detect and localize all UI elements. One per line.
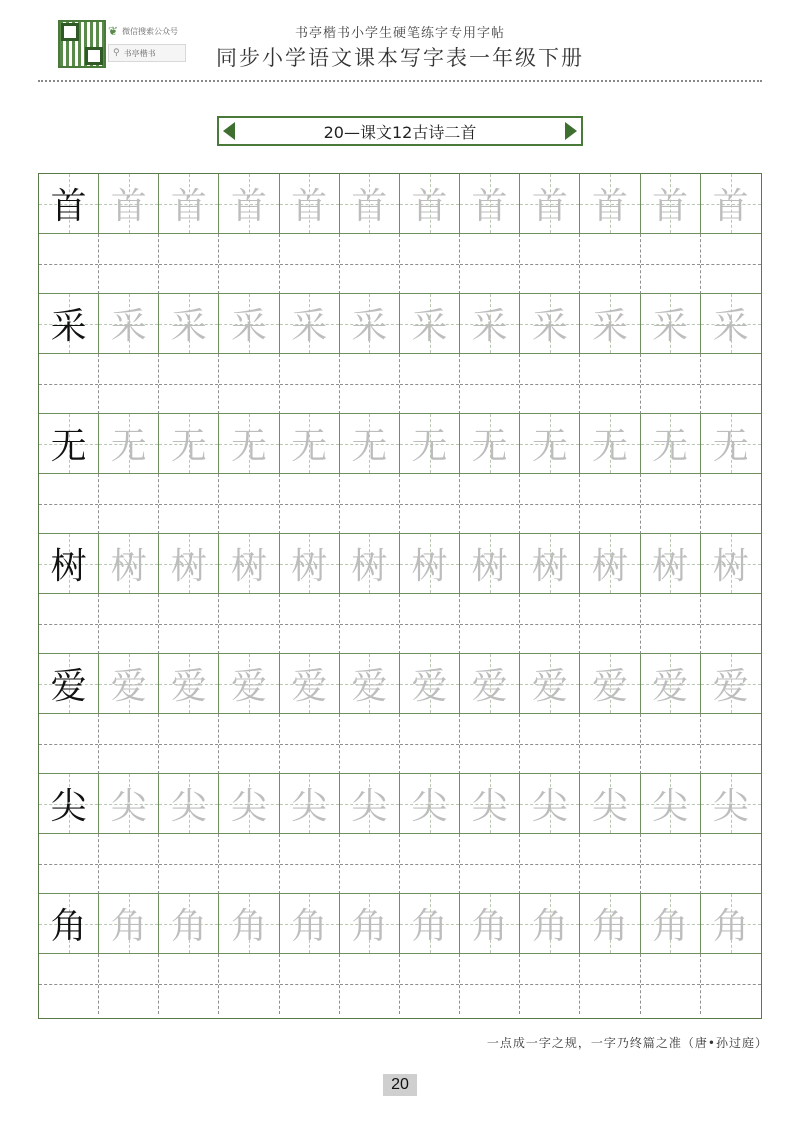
trace-character: 首 <box>471 186 508 227</box>
blank-practice-cell[interactable] <box>99 834 159 894</box>
trace-character-cell <box>460 294 520 354</box>
blank-practice-cell[interactable] <box>159 594 219 654</box>
blank-practice-cell[interactable] <box>39 234 99 294</box>
trace-character-cell <box>701 174 761 234</box>
blank-practice-cell[interactable] <box>99 354 159 414</box>
trace-character-cell <box>520 774 580 834</box>
trace-character-cell <box>340 174 400 234</box>
trace-character: 采 <box>411 306 448 347</box>
trace-character: 树 <box>411 546 448 587</box>
trace-character: 角 <box>351 906 388 947</box>
trace-character: 尖 <box>170 786 207 827</box>
trace-character: 角 <box>652 906 689 947</box>
trace-character: 爱 <box>170 666 207 707</box>
trace-character-cell <box>580 654 640 714</box>
trace-character-cell <box>159 534 219 594</box>
blank-practice-cell[interactable] <box>580 594 640 654</box>
trace-character: 树 <box>231 546 268 587</box>
trace-character-cell <box>99 174 159 234</box>
blank-practice-cell[interactable] <box>520 954 580 1014</box>
lesson-title: 20—课文12古诗二首 <box>323 122 477 142</box>
character-cells <box>39 654 761 714</box>
blank-practice-cell[interactable] <box>580 834 640 894</box>
blank-practice-cell[interactable] <box>580 714 640 774</box>
blank-practice-cell[interactable] <box>280 234 340 294</box>
practice-cells <box>39 594 761 654</box>
trace-character: 树 <box>291 546 328 587</box>
trace-character: 角 <box>170 906 207 947</box>
trace-character: 树 <box>351 546 388 587</box>
trace-character-cell <box>400 414 460 474</box>
trace-character: 树 <box>110 546 147 587</box>
trace-character-cell <box>159 174 219 234</box>
trace-character-cell <box>159 294 219 354</box>
blank-practice-cell[interactable] <box>701 594 761 654</box>
trace-character-cell <box>520 294 580 354</box>
trace-character-cell <box>701 534 761 594</box>
character-row <box>39 774 761 894</box>
blank-practice-cell[interactable] <box>520 474 580 534</box>
blank-practice-cell[interactable] <box>340 354 400 414</box>
blank-practice-cell[interactable] <box>520 354 580 414</box>
trace-character-cell <box>280 774 340 834</box>
search-icon: ⚲ <box>113 48 120 58</box>
trace-character: 无 <box>531 426 568 467</box>
trace-character-cell <box>99 774 159 834</box>
trace-character-cell <box>641 174 701 234</box>
trace-character-cell <box>520 174 580 234</box>
blank-practice-cell[interactable] <box>460 954 520 1014</box>
trace-character-cell <box>701 414 761 474</box>
trace-character: 无 <box>411 426 448 467</box>
blank-practice-cell[interactable] <box>641 234 701 294</box>
blank-practice-cell[interactable] <box>460 474 520 534</box>
trace-character: 首 <box>170 186 207 227</box>
trace-character-cell <box>280 174 340 234</box>
trace-character: 无 <box>351 426 388 467</box>
trace-character-cell <box>159 894 219 954</box>
character-cells <box>39 774 761 834</box>
practice-cells <box>39 954 761 1014</box>
trace-character-cell <box>400 894 460 954</box>
blank-practice-cell[interactable] <box>400 594 460 654</box>
trace-character-cell <box>280 534 340 594</box>
trace-character: 采 <box>652 306 689 347</box>
trace-character: 无 <box>652 426 689 467</box>
trace-character-cell <box>280 894 340 954</box>
trace-character-cell <box>400 294 460 354</box>
trace-character-cell <box>340 774 400 834</box>
blank-practice-cell[interactable] <box>701 234 761 294</box>
blank-practice-cell[interactable] <box>219 474 279 534</box>
blank-practice-cell[interactable] <box>159 474 219 534</box>
trace-character-cell <box>460 894 520 954</box>
trace-character: 树 <box>531 546 568 587</box>
trace-character-cell <box>219 654 279 714</box>
blank-practice-cell[interactable] <box>219 354 279 414</box>
trace-character: 尖 <box>231 786 268 827</box>
trace-character: 尖 <box>591 786 628 827</box>
model-character: 爱 <box>50 666 87 707</box>
trace-character: 爱 <box>351 666 388 707</box>
trace-character: 首 <box>351 186 388 227</box>
trace-character-cell <box>340 294 400 354</box>
trace-character: 角 <box>591 906 628 947</box>
trace-character-cell <box>701 774 761 834</box>
model-character-cell <box>39 894 99 954</box>
character-row <box>39 654 761 774</box>
trace-character-cell <box>159 414 219 474</box>
character-row <box>39 174 761 294</box>
blank-practice-cell[interactable] <box>701 354 761 414</box>
page-title: 同步小学语文课本写字表一年级下册 <box>216 46 584 70</box>
trace-character-cell <box>701 654 761 714</box>
trace-character: 角 <box>471 906 508 947</box>
blank-practice-cell[interactable] <box>159 234 219 294</box>
blank-practice-cell[interactable] <box>39 954 99 1014</box>
blank-practice-cell[interactable] <box>460 354 520 414</box>
blank-practice-cell[interactable] <box>460 714 520 774</box>
blank-practice-cell[interactable] <box>400 354 460 414</box>
trace-character: 角 <box>231 906 268 947</box>
trace-character-cell <box>159 774 219 834</box>
model-character-cell <box>39 774 99 834</box>
blank-practice-cell[interactable] <box>580 354 640 414</box>
blank-practice-cell[interactable] <box>400 954 460 1014</box>
trace-character-cell <box>99 654 159 714</box>
blank-practice-cell[interactable] <box>400 834 460 894</box>
model-character: 树 <box>50 546 87 587</box>
blank-practice-cell[interactable] <box>280 834 340 894</box>
blank-practice-cell[interactable] <box>159 354 219 414</box>
trace-character: 爱 <box>471 666 508 707</box>
blank-practice-cell[interactable] <box>99 234 159 294</box>
trace-character-cell <box>99 894 159 954</box>
trace-character-cell <box>219 534 279 594</box>
blank-practice-cell[interactable] <box>641 954 701 1014</box>
trace-character-cell <box>460 774 520 834</box>
trace-character-cell <box>641 414 701 474</box>
blank-practice-cell[interactable] <box>520 234 580 294</box>
trace-character-cell <box>280 414 340 474</box>
blank-practice-cell[interactable] <box>641 354 701 414</box>
character-cells <box>39 894 761 954</box>
trace-character: 首 <box>110 186 147 227</box>
header-divider <box>38 80 762 82</box>
blank-practice-cell[interactable] <box>280 594 340 654</box>
trace-character: 采 <box>351 306 388 347</box>
blank-practice-cell[interactable] <box>400 474 460 534</box>
trace-character-cell <box>641 774 701 834</box>
blank-practice-cell[interactable] <box>219 714 279 774</box>
trace-character: 角 <box>291 906 328 947</box>
trace-character: 采 <box>712 306 749 347</box>
practice-cells <box>39 354 761 414</box>
trace-character-cell <box>701 294 761 354</box>
model-character: 角 <box>50 906 87 947</box>
trace-character: 角 <box>110 906 147 947</box>
trace-character-cell <box>219 174 279 234</box>
character-cells <box>39 414 761 474</box>
blank-practice-cell[interactable] <box>219 834 279 894</box>
trace-character: 角 <box>712 906 749 947</box>
trace-character: 采 <box>231 306 268 347</box>
blank-practice-cell[interactable] <box>701 714 761 774</box>
trace-character: 尖 <box>712 786 749 827</box>
blank-practice-cell[interactable] <box>701 474 761 534</box>
trace-character: 无 <box>591 426 628 467</box>
trace-character-cell <box>701 894 761 954</box>
trace-character: 首 <box>712 186 749 227</box>
blank-practice-cell[interactable] <box>340 234 400 294</box>
trace-character-cell <box>99 534 159 594</box>
trace-character-cell <box>580 534 640 594</box>
trace-character: 采 <box>471 306 508 347</box>
model-character: 尖 <box>50 786 87 827</box>
page-subtitle: 书亭楷书小学生硬笔练字专用字帖 <box>294 26 505 41</box>
trace-character-cell <box>219 414 279 474</box>
blank-practice-cell[interactable] <box>701 954 761 1014</box>
trace-character: 尖 <box>291 786 328 827</box>
trace-character: 尖 <box>411 786 448 827</box>
blank-practice-cell[interactable] <box>99 474 159 534</box>
trace-character-cell <box>580 174 640 234</box>
blank-practice-cell[interactable] <box>520 714 580 774</box>
trace-character: 首 <box>231 186 268 227</box>
trace-character: 爱 <box>231 666 268 707</box>
trace-character-cell <box>460 174 520 234</box>
trace-character: 角 <box>531 906 568 947</box>
trace-character-cell <box>641 294 701 354</box>
character-row <box>39 294 761 414</box>
lesson-banner <box>217 116 583 146</box>
trace-character: 采 <box>170 306 207 347</box>
trace-character-cell <box>219 774 279 834</box>
trace-character-cell <box>520 654 580 714</box>
trace-character-cell <box>280 654 340 714</box>
blank-practice-cell[interactable] <box>219 234 279 294</box>
trace-character: 尖 <box>531 786 568 827</box>
trace-character: 首 <box>411 186 448 227</box>
trace-character: 树 <box>471 546 508 587</box>
trace-character-cell <box>460 534 520 594</box>
blank-practice-cell[interactable] <box>99 954 159 1014</box>
trace-character: 首 <box>291 186 328 227</box>
blank-practice-cell[interactable] <box>641 594 701 654</box>
character-row <box>39 894 761 1014</box>
blank-practice-cell[interactable] <box>219 594 279 654</box>
model-character-cell <box>39 174 99 234</box>
trace-character: 尖 <box>110 786 147 827</box>
blank-practice-cell[interactable] <box>340 474 400 534</box>
practice-grid <box>38 173 762 1019</box>
character-row <box>39 414 761 534</box>
trace-character-cell <box>641 534 701 594</box>
trace-character-cell <box>580 414 640 474</box>
trace-character-cell <box>580 894 640 954</box>
trace-character: 无 <box>110 426 147 467</box>
trace-character-cell <box>580 774 640 834</box>
blank-practice-cell[interactable] <box>99 714 159 774</box>
blank-practice-cell[interactable] <box>580 234 640 294</box>
trace-character-cell <box>400 654 460 714</box>
trace-character-cell <box>400 774 460 834</box>
blank-practice-cell[interactable] <box>219 954 279 1014</box>
trace-character: 爱 <box>712 666 749 707</box>
trace-character-cell <box>340 414 400 474</box>
trace-character-cell <box>340 654 400 714</box>
trace-character: 无 <box>291 426 328 467</box>
blank-practice-cell[interactable] <box>159 714 219 774</box>
blank-practice-cell[interactable] <box>340 594 400 654</box>
wechat-label: 微信搜索公众号 <box>122 26 179 36</box>
trace-character: 树 <box>712 546 749 587</box>
trace-character: 树 <box>170 546 207 587</box>
blank-practice-cell[interactable] <box>99 594 159 654</box>
blank-practice-cell[interactable] <box>641 834 701 894</box>
blank-practice-cell[interactable] <box>400 234 460 294</box>
blank-practice-cell[interactable] <box>340 954 400 1014</box>
banner-left-arrow-icon <box>223 122 235 140</box>
blank-practice-cell[interactable] <box>580 954 640 1014</box>
trace-character: 爱 <box>411 666 448 707</box>
trace-character-cell <box>340 894 400 954</box>
blank-practice-cell[interactable] <box>280 954 340 1014</box>
blank-practice-cell[interactable] <box>641 474 701 534</box>
blank-practice-cell[interactable] <box>39 834 99 894</box>
trace-character-cell <box>580 294 640 354</box>
blank-practice-cell[interactable] <box>159 954 219 1014</box>
page-header <box>0 0 800 90</box>
blank-practice-cell[interactable] <box>39 714 99 774</box>
blank-practice-cell[interactable] <box>159 834 219 894</box>
blank-practice-cell[interactable] <box>280 714 340 774</box>
trace-character-cell <box>400 174 460 234</box>
trace-character: 尖 <box>471 786 508 827</box>
blank-practice-cell[interactable] <box>39 594 99 654</box>
page-number: 20 <box>383 1074 417 1096</box>
trace-character-cell <box>280 294 340 354</box>
trace-character: 爱 <box>110 666 147 707</box>
trace-character-cell <box>159 654 219 714</box>
trace-character: 首 <box>531 186 568 227</box>
trace-character: 首 <box>652 186 689 227</box>
trace-character-cell <box>219 294 279 354</box>
trace-character-cell <box>520 414 580 474</box>
character-cells <box>39 534 761 594</box>
blank-practice-cell[interactable] <box>460 834 520 894</box>
trace-character: 树 <box>591 546 628 587</box>
blank-practice-cell[interactable] <box>580 474 640 534</box>
footer-quote: 一点成一字之规，一字乃终篇之准（唐•孙过庭） <box>486 1036 768 1050</box>
trace-character: 树 <box>652 546 689 587</box>
trace-character-cell <box>99 294 159 354</box>
character-cells <box>39 174 761 234</box>
trace-character: 采 <box>591 306 628 347</box>
trace-character: 采 <box>291 306 328 347</box>
trace-character: 角 <box>411 906 448 947</box>
trace-character-cell <box>219 894 279 954</box>
blank-practice-cell[interactable] <box>460 234 520 294</box>
trace-character-cell <box>460 414 520 474</box>
blank-practice-cell[interactable] <box>520 594 580 654</box>
blank-practice-cell[interactable] <box>280 354 340 414</box>
trace-character: 爱 <box>652 666 689 707</box>
trace-character-cell <box>460 654 520 714</box>
trace-character: 无 <box>170 426 207 467</box>
blank-practice-cell[interactable] <box>39 474 99 534</box>
practice-cells <box>39 834 761 894</box>
trace-character: 无 <box>231 426 268 467</box>
trace-character: 首 <box>591 186 628 227</box>
trace-character: 尖 <box>652 786 689 827</box>
model-character: 无 <box>50 426 87 467</box>
practice-cells <box>39 234 761 294</box>
blank-practice-cell[interactable] <box>39 354 99 414</box>
trace-character: 尖 <box>351 786 388 827</box>
model-character-cell <box>39 294 99 354</box>
blank-practice-cell[interactable] <box>460 594 520 654</box>
character-cells <box>39 294 761 354</box>
trace-character: 采 <box>110 306 147 347</box>
trace-character-cell <box>400 534 460 594</box>
blank-practice-cell[interactable] <box>701 834 761 894</box>
practice-cells <box>39 474 761 534</box>
model-character-cell <box>39 534 99 594</box>
trace-character-cell <box>340 534 400 594</box>
trace-character: 爱 <box>591 666 628 707</box>
blank-practice-cell[interactable] <box>280 474 340 534</box>
blank-practice-cell[interactable] <box>340 714 400 774</box>
blank-practice-cell[interactable] <box>520 834 580 894</box>
wechat-search-value: 书亭楷书 <box>123 48 156 58</box>
trace-character: 采 <box>531 306 568 347</box>
trace-character: 无 <box>712 426 749 467</box>
blank-practice-cell[interactable] <box>400 714 460 774</box>
trace-character-cell <box>520 894 580 954</box>
trace-character-cell <box>641 894 701 954</box>
model-character: 采 <box>50 306 87 347</box>
trace-character: 爱 <box>531 666 568 707</box>
character-row <box>39 534 761 654</box>
trace-character-cell <box>641 654 701 714</box>
model-character: 首 <box>50 186 87 227</box>
trace-character: 无 <box>471 426 508 467</box>
banner-right-arrow-icon <box>565 122 577 140</box>
trace-character: 爱 <box>291 666 328 707</box>
blank-practice-cell[interactable] <box>340 834 400 894</box>
trace-character-cell <box>99 414 159 474</box>
trace-character-cell <box>520 534 580 594</box>
practice-cells <box>39 714 761 774</box>
leaf-icon: ❦ <box>108 24 119 38</box>
model-character-cell <box>39 654 99 714</box>
blank-practice-cell[interactable] <box>641 714 701 774</box>
model-character-cell <box>39 414 99 474</box>
